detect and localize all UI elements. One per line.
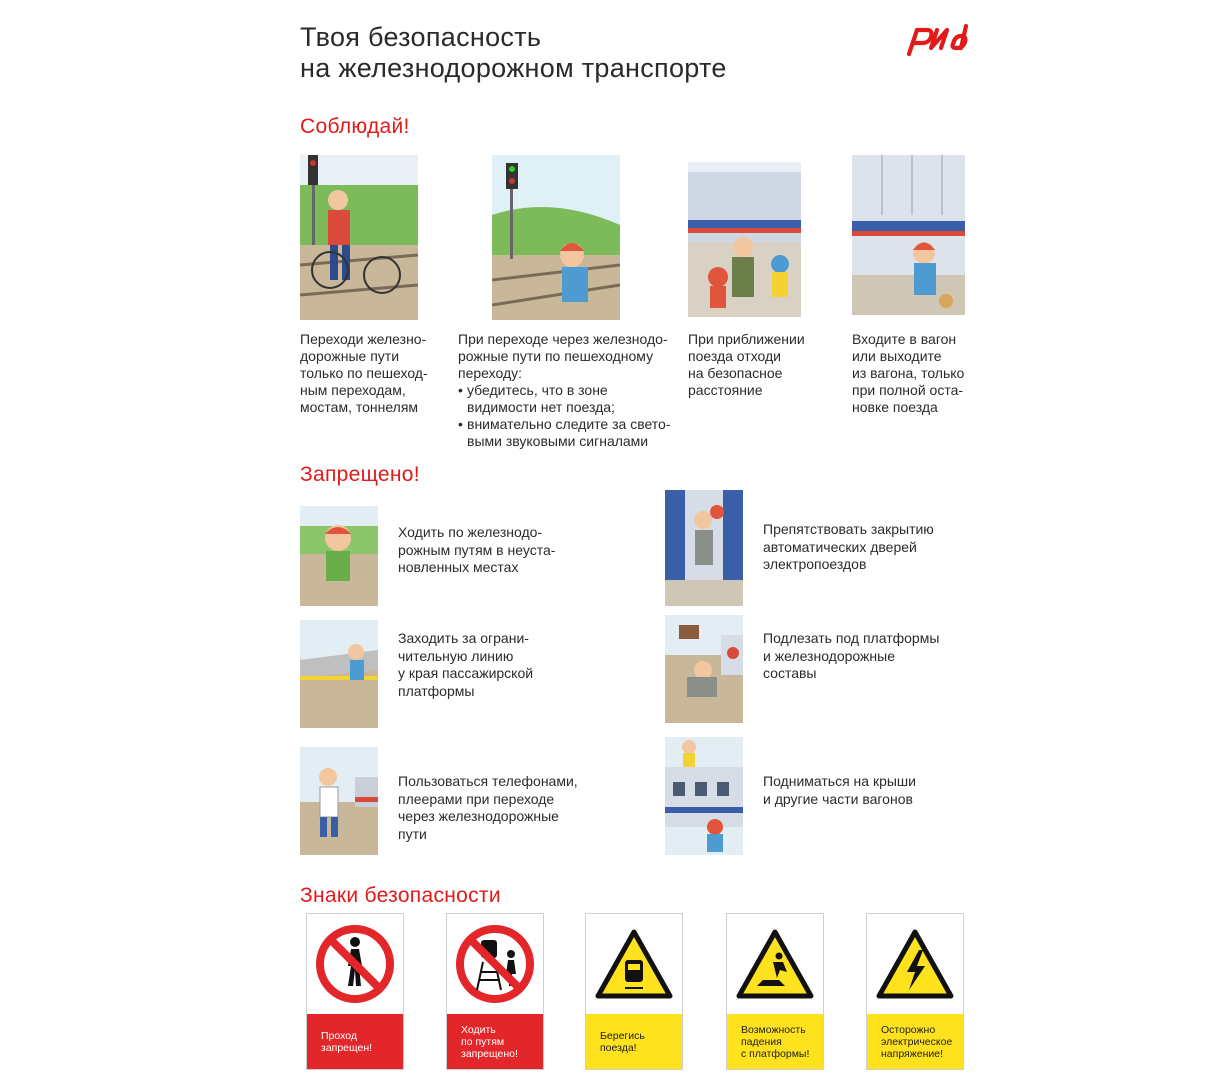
forbidden-caption-3: Заходить за ограни- чительную линию у края пассажирской платформы: [398, 630, 534, 699]
observe-bullet-1: • убедитесь, что в зоне видимости нет поезда;: [458, 382, 683, 416]
sign-electric-voltage: [866, 913, 964, 1070]
sign-label-band: Ходить по путям запрещено!: [447, 1014, 543, 1069]
sign-label-band: Осторожно электрическое напряжение!: [867, 1014, 963, 1069]
title-line-2: на железнодорожном транспорте: [300, 53, 727, 83]
forbidden-caption-6: Подниматься на крыши и другие части вагонов: [763, 773, 916, 807]
forbidden-illustration-2: [665, 490, 743, 606]
observe-caption-2: При переходе через железнодо- рожные пути по пешеходному переходу: • убедитесь, что в зоне видимости нет поезда; • внимательно следите за свето- выми звуковыми сигналами: [458, 331, 683, 450]
rzd-logo-icon: [903, 20, 975, 58]
forbidden-illustration-5: [300, 747, 378, 855]
observe-caption-3: При приближении поезда отходи на безопасное расстояние: [688, 331, 805, 398]
observe-illustration-3: [688, 162, 801, 317]
forbidden-caption-2: Препятствовать закрытию автоматических дверей электропоездов: [763, 521, 934, 572]
sign-no-passage: [306, 913, 404, 1070]
signs-heading: Знаки безопасности: [300, 884, 501, 907]
forbidden-illustration-1: [300, 506, 378, 606]
sign-platform-fall: [726, 913, 824, 1070]
observe-caption-1: Переходи железно- дорожные пути только по пешеход- ным переходам, мостам, тоннелям: [300, 331, 428, 415]
observe-heading: Соблюдай!: [300, 115, 410, 138]
forbidden-caption-1: Ходить по железнодо- рожным путям в неуста- новленных местах: [398, 524, 556, 575]
forbidden-illustration-4: [665, 615, 743, 723]
observe-caption-4: Входите в вагон или выходите из вагона, только при полной оста- новке поезда: [852, 331, 965, 415]
no-pedestrian-icon: [315, 924, 395, 1004]
observe-illustration-2: [492, 155, 620, 320]
page-title: [300, 22, 727, 84]
lightning-bolt-icon: [875, 924, 955, 1004]
observe-bullet-2: • внимательно следите за свето- выми звуковыми сигналами: [458, 416, 683, 450]
train-warning-icon: [594, 924, 674, 1004]
forbidden-illustration-6: [665, 737, 743, 855]
forbidden-caption-5: Пользоваться телефонами, плеерами при переходе через железнодорожные пути: [398, 773, 578, 842]
sign-label-band: Проход запрещен!: [307, 1014, 403, 1069]
sign-label-band: Берегись поезда!: [586, 1014, 682, 1069]
fall-warning-icon: [735, 924, 815, 1004]
forbidden-illustration-3: [300, 620, 378, 728]
observe-illustration-1: [300, 155, 418, 320]
forbidden-heading: Запрещено!: [300, 463, 420, 486]
forbidden-caption-4: Подлезать под платформы и железнодорожные составы: [763, 630, 940, 681]
sign-label-band: Возможность падения с платформы!: [727, 1014, 823, 1069]
no-walking-tracks-icon: [455, 924, 535, 1004]
title-line-1: Твоя безопасность: [300, 22, 542, 52]
sign-beware-train: [585, 913, 683, 1070]
sign-no-walking-on-tracks: [446, 913, 544, 1070]
observe-illustration-4: [852, 155, 965, 315]
